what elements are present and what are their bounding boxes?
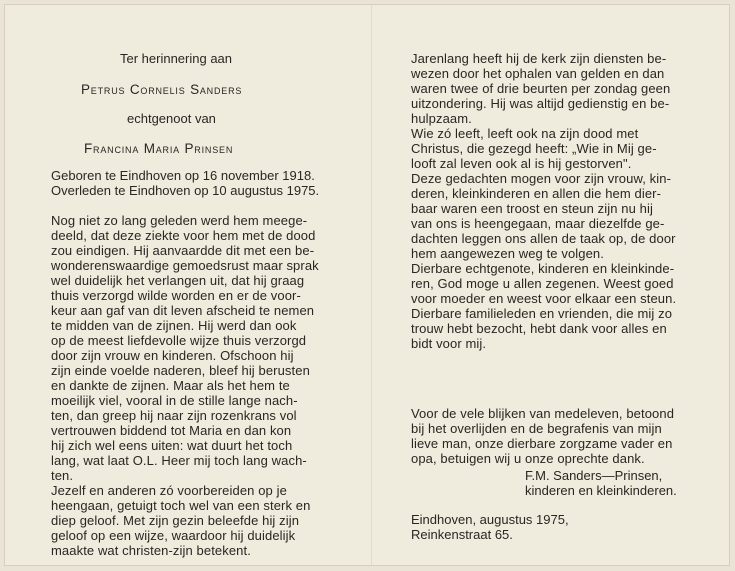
body-line: moeilijk viel, vooral in de stille lange nach- <box>51 393 298 408</box>
body-line: lang, wat laat O.L. Heer mij toch lang wach- <box>51 453 307 468</box>
body-line: hij zich wel eens uiten: wat duurt het toch <box>51 438 293 453</box>
body-line: diep geloof. Met zijn gezin beleefde hij zijn <box>51 513 300 528</box>
body-line: wel duidelijk het verlangen uit, dat hij graag <box>51 273 305 288</box>
body-line: door zijn vrouw en kinderen. Ofschoon hij <box>51 348 294 363</box>
body-line: looft zal leven ook al is hij gestorven". <box>411 156 632 171</box>
signature-family: kinderen en kleinkinderen. <box>525 483 677 498</box>
birth-line: Geboren te Eindhoven op 16 november 1918. <box>51 168 315 183</box>
body-line: Jezelf en anderen zó voorbereiden op je <box>51 483 287 498</box>
body-line: Deze gedachten mogen voor zijn vrouw, kin- <box>411 171 672 186</box>
heading: Ter herinnering aan <box>120 51 233 66</box>
body-line: thuis verzorgd wilde worden en er de voor- <box>51 288 301 303</box>
spouse-name: Francina Maria Prinsen <box>84 141 234 156</box>
body-line: zou eindigen. Hij aanvaardde dit met een be- <box>51 243 315 258</box>
body-line: Wie zó leeft, leeft ook na zijn dood met <box>411 126 639 141</box>
body-line: te midden van de zijnen. Hij werd dan ook <box>51 318 297 333</box>
body-line: heengaan, getuigt toch wel van een sterk en <box>51 498 311 513</box>
body-line: trouw hebt bezocht, hebt dank voor alles en <box>411 321 667 336</box>
body-line: bidt voor mij. <box>411 336 487 351</box>
spouse-prefix: echtgenoot van <box>127 111 216 126</box>
body-line: voor moeder en weest voor elkaar een steun. <box>411 291 677 306</box>
body-line: keur aan gaf van dit leven afscheid te nemen <box>51 303 315 318</box>
body-line: Jarenlang heeft hij de kerk zijn diensten be- <box>411 51 667 66</box>
body-line: Christus, die gezegd heeft: „Wie in Mij ge- <box>411 141 657 156</box>
body-line: deren, kleinkinderen en allen die hem dier- <box>411 186 662 201</box>
left-page <box>5 5 371 565</box>
body-line: uitzondering. Hij was altijd gedienstig en be- <box>411 96 670 111</box>
body-line: Dierbare familieleden en vrienden, die mij zo <box>411 306 673 321</box>
body-line: maakte wat christen-zijn betekent. <box>51 543 251 558</box>
body-line: geloof op een wijze, waardoor hij duidelijk <box>51 528 296 543</box>
body-line: ten, dan greep hij naar zijn rozenkrans vol <box>51 408 297 423</box>
body-line: van ons is heengegaan, maar diezelfde ge- <box>411 216 665 231</box>
thanks-line: lieve man, onze dierbare zorgzame vader en <box>411 436 673 451</box>
right-page <box>373 5 731 565</box>
body-line: dachten leggen ons allen de taak op, de door <box>411 231 676 246</box>
body-line: hem aangewezen weg te volgen. <box>411 246 604 261</box>
thanks-line: opa, betuigen wij u onze oprechte dank. <box>411 451 645 466</box>
body-line: ten. <box>51 468 74 483</box>
signature-name: F.M. Sanders—Prinsen, <box>525 468 663 483</box>
body-line: waren twee of drie beurten per zondag geen <box>411 81 671 96</box>
death-line: Overleden te Eindhoven op 10 augustus 1975. <box>51 183 320 198</box>
body-line: ren, God moge u allen zegenen. Weest goed <box>411 276 674 291</box>
body-line: zijn einde voelde naderen, bleef hij berusten <box>51 363 310 378</box>
address: Reinkenstraat 65. <box>411 527 513 542</box>
body-line: Nog niet zo lang geleden werd hem meege- <box>51 213 308 228</box>
body-line: wonderenswaardige gemoedsrust maar sprak <box>51 258 319 273</box>
body-line: wezen door het ophalen van gelden en dan <box>411 66 665 81</box>
body-line: baar waren een troost en steun zijn nu hij <box>411 201 653 216</box>
thanks-line: Voor de vele blijken van medeleven, betoond <box>411 406 675 421</box>
body-line: en dankte de zijnen. Maar als het hem te <box>51 378 290 393</box>
memorial-card <box>4 4 730 566</box>
body-line: op de meest liefdevolle wijze thuis verzorgd <box>51 333 307 348</box>
body-line: vertrouwen biddend tot Maria en dan kon <box>51 423 292 438</box>
body-line: hulpzaam. <box>411 111 472 126</box>
body-line: Dierbare echtgenote, kinderen en kleinkinde- <box>411 261 675 276</box>
deceased-name: Petrus Cornelis Sanders <box>81 82 243 97</box>
thanks-line: bij het overlijden en de begrafenis van mijn <box>411 421 662 436</box>
body-line: deeld, dat deze ziekte voor hem met de dood <box>51 228 316 243</box>
place-date: Eindhoven, augustus 1975, <box>411 512 569 527</box>
